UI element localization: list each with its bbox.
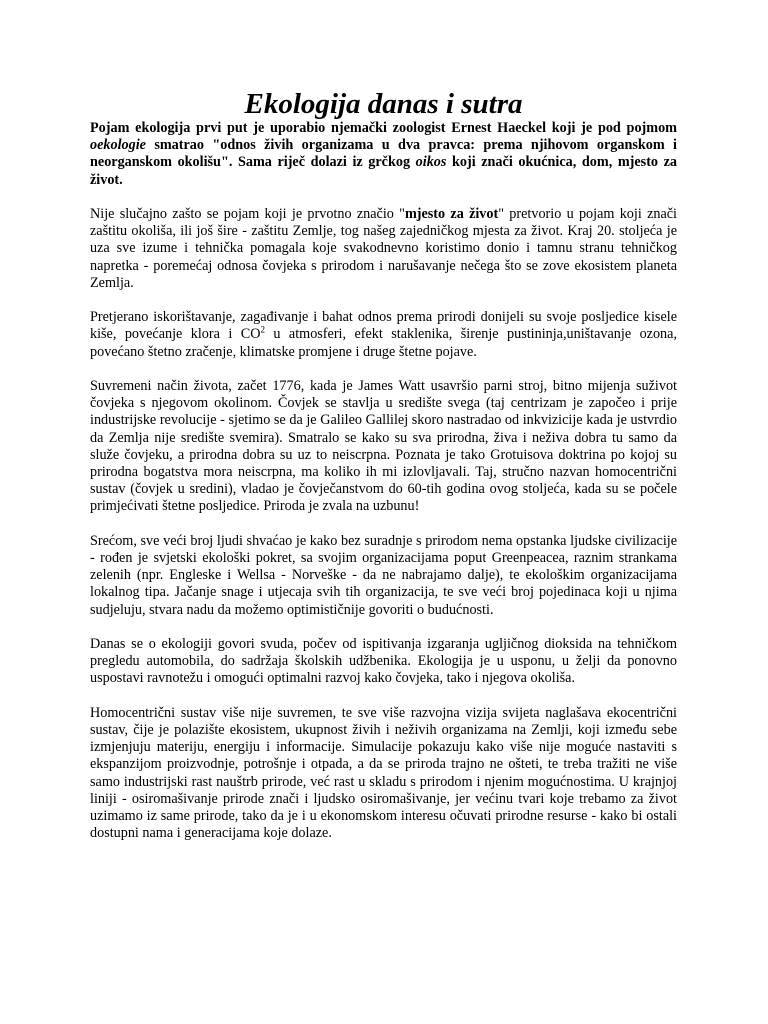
intro-text-3: koji znači okućnica, dom, mjesto za život. — [90, 154, 677, 188]
intro-text-2: smatrao "odnos živih organizama u dva pravca: prema njihovom organskom i neorganskom okolišu". Sama riječ dolazi iz grčkog — [90, 137, 677, 171]
intro-term-oekologie: oekologie — [90, 137, 146, 154]
document-title: Ekologija danas i sutra — [244, 88, 523, 120]
paragraph-1-emphasis: mjesto za život — [404, 206, 499, 222]
paragraph-1-text-1: Nije slučajno zašto se pojam koji je prvotno značio " — [90, 206, 405, 222]
paragraph-1-text-2: " pretvorio u pojam koji znači zaštitu okoliša, ili još šire - zaštitu Zemlje, tog našeg zajedničkog mjesta za život. Kraj 20. stoljeća je uza sve izume i tehnička pomagala koje svakodnevno koristimo donio i tamnu stranu tehničkog napretka - poremećaj odnosa čovjeka s prirodom i narušavanje nečega što se zove ekosistem planeta Zemlja. — [90, 206, 677, 291]
paragraph-3: Suvremeni način života, začet 1776, kada je James Watt usavršio parni stroj, bitno mijenja suživot čovjeka s njegovom okolinom. Čovjek se stavlja u središte svega (taj centrizam je započeo i prije industrijske revolucije - sjetimo se da je Galileo Gallilej skoro nastradao od inkvizicije kada je ustvrdio da Zemlja nije središte svemira). Smatralo se kako su sva prirodna, živa i neživa dobra tu samo da služe čovjeku, a prirodna dobra su uz to neiscrpna. Poznata je tako Grotuisova doktrina po kojoj su prirodna bogatstva mora neiscrpna, ma koliko ih mi izlovljavali. Taj, stručno nazvan homocentrični sustav (čovjek u sredini), vladao je čovječanstvom do 60-tih godina ovog stoljeća, kada su se počele primjećivati štetne posljedice. Priroda je zvala na uzbunu! — [90, 378, 677, 515]
paragraph-2-text-1: Pretjerano iskorištavanje, zagađivanje i bahat odnos prema prirodi donijeli su svoje posljedice kisele kiše, povećanje klora i CO — [90, 309, 677, 343]
paragraph-2 — [90, 309, 677, 361]
intro-term-oikos: oikos — [415, 154, 447, 171]
paragraph-6: Homocentrični sustav više nije suvremen, te sve više razvojna vizija svijeta naglašava ekocentrični sustav, čije je polazište ekosistem, ukupnost živih i neživih organizama na Zemlji, koji između sebe izmjenjuju materiju, energiju i informacije. Simulacije pokazuju kako više nije moguće nastaviti s ekspanzijom proizvodnje, potrošnje i otpada, a da se priroda trajno ne ošteti, te treba tražiti ne više samo industrijski rast nauštrb prirode, već rast u skladu s prirodom i njenim mogućnostima. U krajnjoj liniji - osiromašivanje prirode znači i ljudsko osiromašivanje, jer većinu tvari koje trebamo za život uzimamo iz same prirode, tako da je i u ekonomskom interesu očuvati prirodne resurse - kako bi ostali dostupni nama i generacijama koje dolaze. — [90, 704, 677, 842]
co2-subscript: 2 — [260, 324, 265, 335]
intro-paragraph — [90, 120, 677, 189]
paragraph-5: Danas se o ekologiji govori svuda, počev od ispitivanja izgaranja ugljičnog dioksida na tehničkom pregledu automobila, do sadržaja školskih udžbenika. Ekologija je u usponu, u želji da ponovno uspostavi ravnotežu i omogući optimalni razvoj kako čovjeka, tako i njegova okoliša. — [90, 636, 677, 687]
paragraph-4: Srećom, sve veći broj ljudi shvaćao je kako bez suradnje s prirodom nema opstanka ljudske civilizacije - rođen je svjetski ekološki pokret, sa svojim organizacijama poput Greenpeacea, raznim strankama zelenih (npr. Engleske i Wellsa - Norveške - da ne nabrajamo dalje), te ekološkim organizacijama lokalnog tipa. Jačanje snage i utjecaja svih tih organizacija, te sve veći broj pojedinaca koji u njima sudjeluju, stvara nadu da možemo optimističnije govoriti o budućnosti. — [90, 532, 677, 618]
paragraph-1 — [90, 206, 677, 292]
document-page — [90, 88, 677, 842]
paragraph-2-text-2: u atmosferi, efekt staklenika, širenje pustininja,uništavanje ozona, povećano štetno zračenje, klimatske promjene i druge štetne pojave. — [90, 326, 677, 360]
intro-text-1: Pojam ekologija prvi put je uporabio njemački zoologist Ernest Haeckel koji je pod pojmom — [90, 120, 677, 136]
